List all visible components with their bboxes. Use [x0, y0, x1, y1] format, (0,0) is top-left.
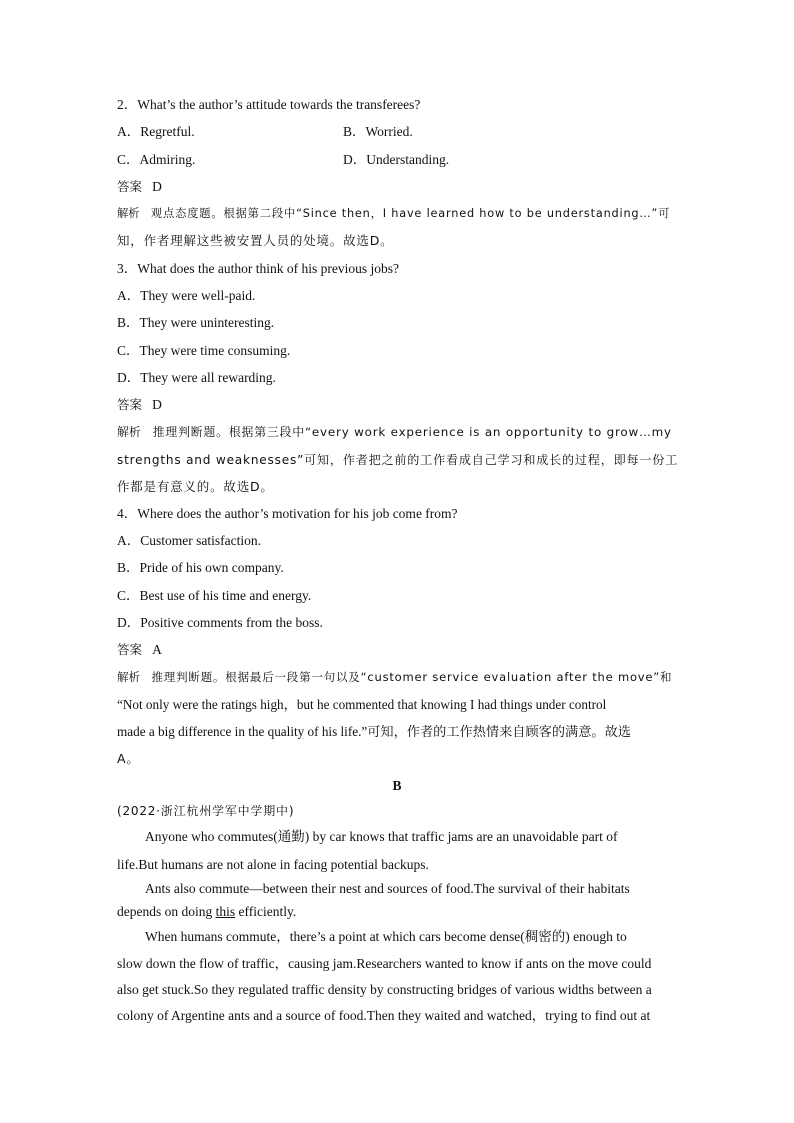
paragraph-3-line-1: When humans commute，there’s a point at which cars become dense(稠密的) enough to — [145, 929, 627, 944]
analysis-text: 推理判断题。根据第三段中“every work experience is an opportunity to grow…my — [152, 425, 672, 439]
analysis-text: 观点态度题。根据第二段中“Since then，I have learned how to be understanding…”可 — [150, 207, 671, 220]
passage-source: (2022·浙江杭州学军中学期中) — [117, 804, 295, 818]
question-2-analysis-line-2: 知，作者理解这些被安置人员的处境。故选D。 — [117, 233, 394, 248]
question-4-analysis-line-2: “Not only were the ratings high，but he commented that knowing I had things under control — [117, 697, 607, 712]
answer-value: D — [152, 179, 162, 194]
question-2-answer — [117, 178, 162, 196]
answer-value: D — [152, 397, 162, 412]
paragraph-3-line-4: colony of Argentine ants and a source of food.Then they waited and watched，trying to find out at — [117, 1008, 651, 1023]
answer-label: 答案 — [117, 397, 143, 412]
paragraph-3-line-3: also get stuck.So they regulated traffic density by constructing bridges of various widths between a — [117, 982, 652, 997]
question-4-option-c: C．Best use of his time and energy. — [117, 588, 312, 603]
paragraph-2-line-2 — [117, 903, 296, 921]
question-4-option-b: B．Pride of his own company. — [117, 560, 284, 575]
underlined-word: this — [215, 904, 236, 919]
question-3-option-a: A．They were well-paid. — [117, 288, 256, 303]
question-4-analysis-line-4: A。 — [117, 751, 140, 766]
question-4-stem: 4．Where does the author’s motivation for his job come from? — [117, 506, 458, 521]
question-4-option-d: D．Positive comments from the boss. — [117, 615, 323, 630]
question-3-analysis-line-3: 作都是有意义的。故选D。 — [117, 479, 274, 494]
question-4-answer — [117, 641, 162, 659]
paragraph-2-text-after: efficiently. — [235, 904, 297, 919]
analysis-label: 解析 — [117, 207, 140, 220]
question-3-stem: 3．What does the author think of his previous jobs? — [117, 261, 399, 276]
paragraph-2-text-before: depends on doing — [117, 904, 216, 919]
question-3-analysis-line-2: strengths and weaknesses”可知，作者把之前的工作看成自己学习和成长的过程，即每一份工 — [117, 453, 679, 467]
question-3-option-b: B．They were uninteresting. — [117, 315, 275, 330]
question-3-option-c: C．They were time consuming. — [117, 343, 291, 358]
question-2-analysis-line-1 — [117, 205, 670, 223]
question-2-options-row-1 — [117, 123, 413, 141]
question-3-option-d: D．They were all rewarding. — [117, 370, 276, 385]
answer-label: 答案 — [117, 179, 143, 194]
paragraph-1-line-2: life.But humans are not alone in facing potential backups. — [117, 857, 429, 872]
option-d: D．Understanding. — [343, 152, 450, 167]
question-3-answer — [117, 396, 162, 414]
question-2-options-row-2 — [117, 151, 450, 169]
paragraph-3-line-2: slow down the flow of traffic，causing jam.Researchers wanted to know if ants on the move could — [117, 956, 652, 971]
question-4-analysis-line-3: made a big difference in the quality of his life.”可知，作者的工作热情来自顾客的满意。故选 — [117, 724, 631, 739]
question-3-analysis-line-1 — [117, 423, 672, 441]
answer-label: 答案 — [117, 642, 143, 657]
question-2-stem: 2．What’s the author’s attitude towards the transferees? — [117, 97, 421, 112]
analysis-label: 解析 — [117, 670, 140, 684]
paragraph-1-line-1: Anyone who commutes(通勤) by car knows that traffic jams are an unavoidable part of — [145, 829, 618, 844]
answer-value: A — [152, 642, 162, 657]
option-a: A．Regretful. — [117, 124, 195, 139]
analysis-label: 解析 — [117, 425, 141, 439]
section-heading: B — [392, 778, 402, 793]
question-4-option-a: A．Customer satisfaction. — [117, 533, 261, 548]
option-b: B．Worried. — [343, 124, 413, 139]
question-4-analysis-line-1 — [117, 668, 672, 687]
option-c: C．Admiring. — [117, 152, 196, 167]
paragraph-2-line-1: Ants also commute—between their nest and sources of food.The survival of their habitats — [145, 881, 630, 896]
analysis-text: 推理判断题。根据最后一段第一句以及“customer service evaluation after the move”和 — [151, 670, 673, 684]
